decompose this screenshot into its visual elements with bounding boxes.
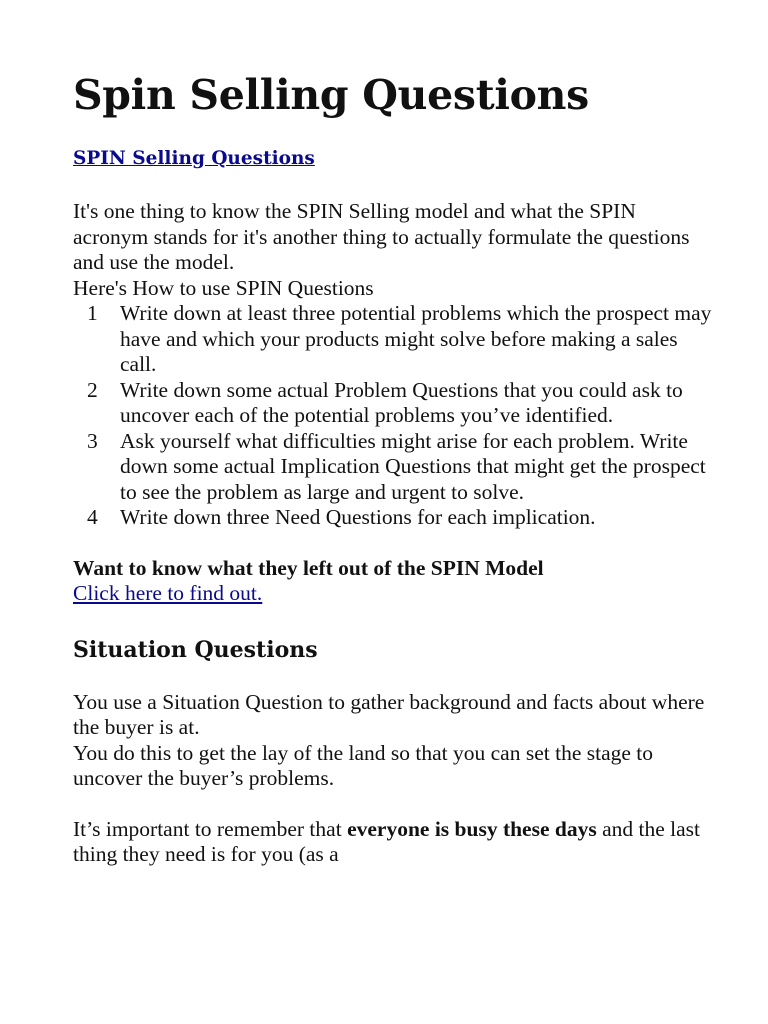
list-item-number: 1 [87, 301, 98, 325]
document-page [73, 68, 713, 868]
important-paragraph [73, 817, 713, 868]
important-text-bold: everyone is busy these days [347, 816, 597, 841]
steps-list [73, 301, 713, 531]
want-to-know-text: Want to know what they left out of the SPIN Model [73, 555, 544, 580]
list-item [73, 301, 713, 378]
spin-selling-questions-link[interactable]: SPIN Selling Questions [73, 148, 315, 169]
list-item-number: 2 [87, 377, 98, 402]
situation-paragraph-1: You use a Situation Question to gather background and facts about where the buyer is at. [73, 689, 705, 739]
situation-paragraph-2: You do this to get the lay of the land so that you can set the stage to uncover the buyer’s problems. [73, 740, 654, 790]
list-item-text: Write down three Need Questions for each implication. [120, 505, 596, 529]
situation-questions-heading: Situation Questions [73, 636, 318, 663]
list-item-text: Write down some actual Problem Questions that you could ask to uncover each of the potential problems you’ve identified. [120, 377, 683, 427]
how-to-heading: Here's How to use SPIN Questions [73, 275, 374, 300]
important-text-end: and the last thing they need is for you (as a [73, 816, 701, 866]
click-here-link[interactable]: Click here to find out. [73, 581, 263, 605]
list-item-text: Write down at least three potential problems which the prospect may have and which your products might solve before making a sales call. [120, 301, 712, 376]
list-item-number: 3 [87, 428, 98, 453]
want-to-know-link-line [73, 581, 713, 607]
important-text-start: It’s important to remember that [73, 816, 348, 841]
intro-paragraph: It's one thing to know the SPIN Selling model and what the SPIN acronym stands for it's another thing to actually formulate the questions and use the model. [73, 199, 690, 274]
list-item [73, 429, 713, 506]
page-title: Spin Selling Questions [73, 71, 589, 119]
list-item-text: Ask yourself what difficulties might arise for each problem. Write down some actual Implication Questions that might get the prospect to see the problem as large and urgent to solve. [120, 428, 706, 504]
list-item [73, 505, 713, 531]
list-item-number: 4 [87, 505, 98, 529]
list-item [73, 378, 713, 429]
